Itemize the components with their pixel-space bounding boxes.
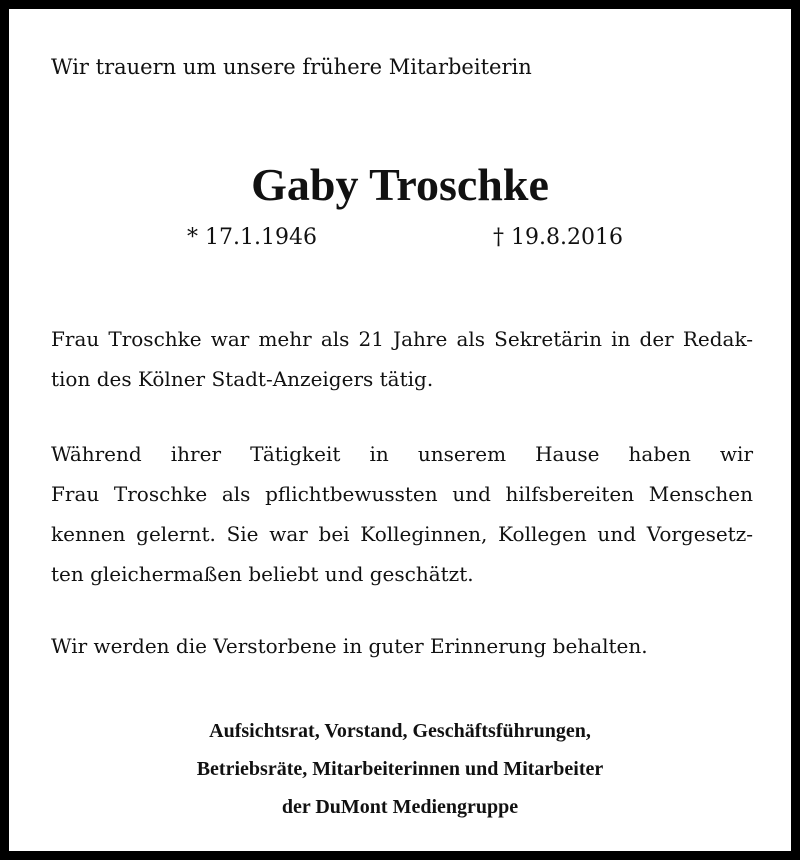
paragraph-line: Während ihrer Tätigkeit in unserem Hause haben wir xyxy=(51,442,753,466)
deceased-name: Gaby Troschke xyxy=(251,159,549,210)
paragraph-line: Wir werden die Verstorbene in guter Erinnerung behalten. xyxy=(51,634,648,658)
birth-date: * 17.1.1946 xyxy=(187,225,317,250)
paragraph-line: ten gleichermaßen beliebt und geschätzt. xyxy=(51,562,474,586)
signature-block xyxy=(9,712,791,826)
paragraph-career xyxy=(51,319,753,399)
paragraph-line: Frau Troschke als pflichtbewussten und hilfsbereiten Menschen xyxy=(51,482,753,506)
death-date: † 19.8.2016 xyxy=(493,225,623,250)
paragraph-line: Frau Troschke war mehr als 21 Jahre als Sekretärin in der Redak- xyxy=(51,327,753,351)
signature-line: Aufsichtsrat, Vorstand, Geschäftsführungen, xyxy=(209,720,591,742)
paragraph-line: tion des Kölner Stadt-Anzeigers tätig. xyxy=(51,367,434,391)
intro-text: Wir trauern um unsere frühere Mitarbeiterin xyxy=(51,55,532,79)
paragraph-remembrance xyxy=(51,626,753,666)
signature-line: Betriebsräte, Mitarbeiterinnen und Mitarbeiter xyxy=(196,758,604,780)
paragraph-line: kennen gelernt. Sie war bei Kolleginnen, Kollegen und Vorgesetz- xyxy=(51,522,753,546)
paragraph-appreciation xyxy=(51,434,753,594)
signature-line: der DuMont Mediengruppe xyxy=(281,796,519,818)
